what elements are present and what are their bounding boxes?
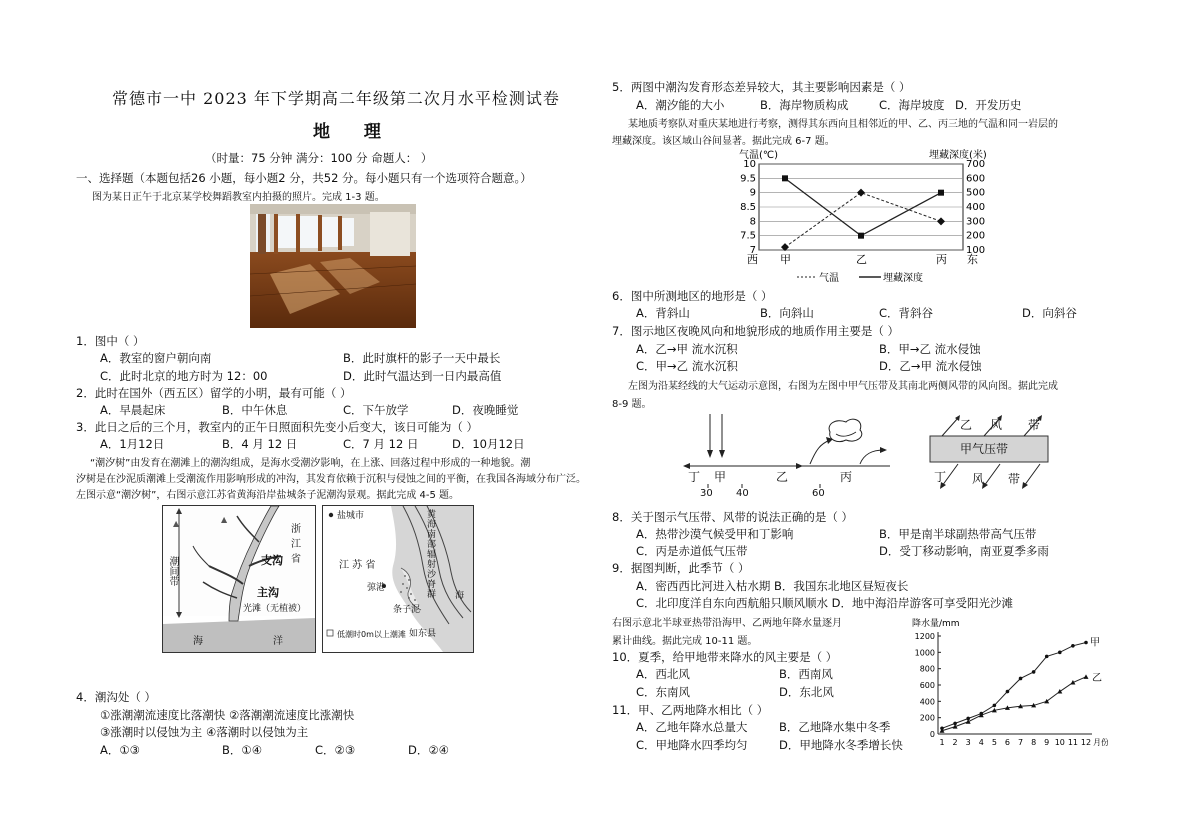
- q8-option-d[interactable]: D．受丁移动影响，南亚夏季多雨: [879, 544, 1049, 558]
- passage-6-7-line1: 某地质考察队对重庆某地进行考察，测得其东西向且相邻近的甲、乙、丙三地的气温和同一岩层的: [628, 119, 1058, 130]
- label-sand-ridges: 黄海南部辐射沙脊群: [427, 510, 437, 600]
- q1-option-d[interactable]: D．此时气温达到一日内最高值: [343, 369, 502, 383]
- rain-x-tick-label: 1: [939, 738, 945, 747]
- left-tick-label: 7: [749, 245, 756, 256]
- label-tiaozini: 条子泥: [393, 605, 421, 615]
- belt-bottom-3: 带: [1008, 472, 1021, 486]
- q7-option-c[interactable]: C．甲→乙 流水沉积: [636, 359, 738, 373]
- q11-option-c[interactable]: C．甲地降水四季均匀: [636, 738, 748, 752]
- label-intertidal-zone: 潮间带: [167, 556, 178, 586]
- label-sea-right: 海: [455, 591, 465, 601]
- rain-y-tick-label: 400: [919, 697, 935, 707]
- label-prov1: 浙: [291, 524, 301, 535]
- q11-option-d[interactable]: D．甲地降水冬季增长快: [779, 738, 903, 752]
- q1-option-b[interactable]: B．此时旗杆的影子一天中最长: [343, 351, 501, 365]
- left-tick-label: 8.5: [740, 202, 756, 213]
- left-tick-label: 8: [749, 216, 756, 228]
- rain-y-tick-label: 0: [929, 730, 935, 739]
- q8-option-c[interactable]: C．丙是赤道低气压带: [636, 544, 748, 558]
- rain-series-jia: [942, 643, 1086, 729]
- rain-label-jia: 甲: [1090, 637, 1100, 649]
- rain-x-tick-label: 12: [1080, 738, 1092, 747]
- rainfall-cumulative-chart: [908, 616, 1108, 758]
- q10-option-a[interactable]: A．西北风: [636, 667, 690, 681]
- x-category-label: 乙: [856, 253, 867, 266]
- right-tick-label: 200: [966, 230, 986, 242]
- q7-option-d[interactable]: D．乙→甲 流水侵蚀: [879, 359, 982, 373]
- left-tick-label: 7.5: [740, 230, 756, 242]
- belt-bottom-2: 风: [972, 472, 985, 486]
- subject-title: 地 理: [313, 122, 395, 142]
- q1-option-a[interactable]: A．教室的窗户朝向南: [100, 351, 212, 365]
- label-prov3: 省: [291, 554, 301, 565]
- circ-bing: 丙: [840, 470, 853, 484]
- q6-option-b[interactable]: B．向斜山: [760, 306, 814, 320]
- rain-x-tick-label: 6: [1004, 738, 1011, 747]
- passage-4-5-line1: “潮汐树”由发育在潮滩上的潮沟组成，是海水受潮汐影响，在上涨、回落过程中形成的一种地貌。潮: [90, 458, 531, 469]
- belt-top-3: 带: [1028, 418, 1041, 432]
- legend-depth-label: 埋藏深度: [883, 273, 923, 284]
- rain-y-axis-title: 降水量/mm: [912, 619, 960, 629]
- svg-text:▲: ▲: [173, 519, 180, 528]
- svg-text:▲: ▲: [221, 515, 228, 524]
- passage-4-5-line2: 汐树是在沙泥质潮滩上受潮流作用影响形成的冲沟，其发育依赖于沉积与侵蚀之间的平衡，在我国各海域分布广泛。: [76, 474, 586, 485]
- label-bare-flat: 光滩（无植被）: [243, 604, 307, 614]
- classroom-photo: [250, 204, 416, 328]
- q3-option-a[interactable]: A．1月12日: [100, 437, 165, 451]
- exam-meta: （时量：75 分钟 满分：100 分 命题人： ）: [205, 151, 433, 165]
- right-tick-label: 100: [966, 245, 986, 256]
- label-yancheng: 盐城市: [337, 511, 365, 521]
- q5-option-a[interactable]: A．潮汐能的大小: [636, 98, 725, 112]
- circ-yi: 乙: [776, 470, 789, 484]
- rain-point-yi: [1084, 674, 1089, 679]
- rain-y-tick-label: 1200: [914, 632, 935, 641]
- rain-point-jia: [1071, 644, 1075, 648]
- rain-x-tick-label: 2: [952, 738, 958, 747]
- rain-y-tick-label: 1000: [914, 648, 935, 658]
- belt-label-jia: 甲气压带: [960, 442, 1009, 456]
- q3-option-b[interactable]: B．4 月 12 日: [222, 437, 298, 451]
- passage-6-7-line2: 埋藏深度。该区域山谷间显著。据此完成 6-7 题。: [612, 136, 835, 147]
- q6-option-c[interactable]: C．背斜谷: [879, 306, 934, 320]
- left-tick-label: 9: [749, 187, 756, 199]
- rain-point-jia: [1084, 641, 1088, 645]
- rain-x-tick-label: 9: [1044, 738, 1050, 747]
- q2-option-a[interactable]: A．早晨起床: [100, 403, 166, 417]
- circ-lat-30: 30: [700, 488, 713, 499]
- west-label: 西: [747, 253, 758, 266]
- rain-label-yi: 乙: [1092, 672, 1102, 684]
- q8-option-a[interactable]: A．热带沙漠气候受甲和丁影响: [636, 527, 794, 541]
- pressure-belt-diagram: [928, 410, 1068, 502]
- atmospheric-circulation-diagram: [680, 410, 895, 500]
- rain-x-axis-title: 月份: [1093, 738, 1108, 747]
- q1-stem: 1．图中（ ）: [76, 334, 145, 348]
- right-tick-label: 500: [966, 187, 986, 199]
- circ-lat-40: 40: [736, 488, 749, 499]
- q3-option-c[interactable]: C．7 月 12 日: [343, 437, 419, 451]
- label-prov2: 江: [291, 539, 301, 550]
- q4-option-b[interactable]: B．①④: [222, 743, 263, 757]
- label-sea: 海: [193, 636, 203, 647]
- q6-stem: 6．图中所测地区的地形是（ ）: [612, 289, 773, 303]
- q4-option-c[interactable]: C．②③: [315, 743, 356, 757]
- x-category-label: 甲: [780, 253, 791, 266]
- q3-stem: 3．此日之后的三个月，教室内的正午日照面积先变小后变大，该日可能为（ ）: [76, 420, 478, 434]
- label-rudong: 如东县: [409, 629, 437, 639]
- jiangsu-coast-map: [322, 505, 474, 653]
- passage-8-9-line2: 8-9 题。: [612, 399, 652, 410]
- rain-point-jia: [993, 704, 997, 708]
- depth-point: [782, 175, 788, 181]
- belt-bottom-1: 丁: [934, 470, 947, 484]
- rain-point-yi: [966, 719, 971, 724]
- rain-x-tick-label: 8: [1031, 738, 1037, 747]
- q10-option-d[interactable]: D．东北风: [779, 685, 834, 699]
- circ-ding: 丁: [688, 470, 701, 484]
- right-tick-label: 400: [966, 202, 986, 213]
- right-tick-label: 600: [966, 173, 986, 185]
- q4-statements-2: ③涨潮时以侵蚀为主 ④落潮时以侵蚀为主: [100, 725, 309, 739]
- rain-x-tick-label: 7: [1017, 738, 1024, 747]
- q5-stem: 5．两图中潮沟发育形态差异较大，其主要影响因素是（ ）: [612, 80, 911, 94]
- passage-10-11-line1: 右图示意北半球亚热带沿海甲、乙两地年降水量逐月: [612, 618, 842, 629]
- q7-stem: 7．图示地区夜晚风向和地貌形成的地质作用主要是（ ）: [612, 324, 899, 338]
- q8-option-b[interactable]: B．甲是南半球副热带高气压带: [879, 527, 1037, 541]
- left-tick-label: 10: [743, 159, 756, 170]
- passage-8-9-line1: 左图为沿某经线的大气运动示意图，右图为左图中甲气压带及其南北两侧风带的风向图。据此完成: [628, 381, 1058, 392]
- q4-stem: 4．潮沟处（ ）: [76, 690, 156, 704]
- rain-point-jia: [1045, 655, 1049, 659]
- label-jiangang: 弶港: [367, 583, 386, 593]
- east-label: 东: [967, 253, 978, 266]
- rain-point-jia: [1032, 670, 1036, 674]
- q2-option-c[interactable]: C．下午放学: [343, 403, 409, 417]
- q10-option-c[interactable]: C．东南风: [636, 685, 691, 699]
- q6-option-d[interactable]: D．向斜谷: [1022, 306, 1077, 320]
- depth-point: [858, 233, 864, 239]
- rain-x-tick-label: 11: [1067, 738, 1079, 747]
- legend-temp-label: 气温: [819, 273, 839, 284]
- q11-option-b[interactable]: B．乙地降水集中冬季: [779, 720, 891, 734]
- label-main-channel: 主沟: [257, 586, 279, 599]
- q4-statements-1: ①涨潮潮流速度比落潮快 ②落潮潮流速度比涨潮快: [100, 708, 355, 722]
- q5-option-c[interactable]: C．海岸坡度: [879, 98, 945, 112]
- label-ocean: 洋: [273, 636, 283, 647]
- q11-option-a[interactable]: A．乙地年降水总量大: [636, 720, 748, 734]
- rain-point-jia: [1019, 677, 1023, 681]
- rain-x-tick-label: 10: [1054, 738, 1065, 747]
- q2-stem: 2．此时在国外（西五区）留学的小明，最有可能（ ）: [76, 386, 352, 400]
- q9-options-cd[interactable]: C．北印度洋自东向西航船只顺风顺水 D．地中海沿岸游客可享受阳光沙滩: [636, 596, 1014, 610]
- belt-top-1: 乙: [960, 418, 973, 432]
- left-axis-title: 气温(℃): [739, 150, 779, 161]
- tidal-tree-diagram: [162, 505, 316, 653]
- q8-stem: 8．关于图示气压带、风带的说法正确的是（ ）: [612, 510, 853, 524]
- rain-x-tick-label: 5: [991, 738, 997, 747]
- q5-option-b[interactable]: B．海岸物质构成: [760, 98, 849, 112]
- intro-1-3: 图为某日正午于北京某学校舞蹈教室内拍摄的照片。完成 1-3 题。: [92, 192, 385, 203]
- passage-10-11-line2: 累计曲线。据此完成 10-11 题。: [612, 636, 758, 647]
- circ-lat-60: 60: [812, 488, 825, 499]
- right-axis-title: 埋藏深度(米): [929, 150, 987, 161]
- legend-low-tide-flat: 低潮时0m以上潮滩: [337, 630, 406, 639]
- q4-option-a[interactable]: A．①③: [100, 743, 140, 757]
- q2-option-d[interactable]: D．夜晚睡觉: [452, 403, 519, 417]
- rain-y-tick-label: 200: [919, 713, 935, 723]
- q6-option-a[interactable]: A．背斜山: [636, 306, 690, 320]
- q10-stem: 10．夏季，给甲地带来降水的风主要是（ ）: [612, 650, 838, 664]
- q9-options-ab[interactable]: A．密西西比河进入枯水期 B．我国东北地区昼短夜长: [636, 579, 909, 593]
- q9-stem: 9．据图判断，此季节（ ）: [612, 561, 750, 575]
- section-heading: 一、选择题（本题包括26 小题，每小题2 分，共52 分。每小题只有一个选项符合题意。）: [76, 171, 532, 185]
- passage-4-5-line3: 左图示意“潮汐树”，右图示意江苏省黄海沿岸盐城条子泥潮沟景观。据此完成 4-5 题。: [76, 490, 460, 501]
- exam-title: 常德市一中 2023 年下学期高二年级第二次月水平检测试卷: [112, 89, 560, 108]
- rain-point-yi: [1057, 689, 1062, 694]
- q10-option-b[interactable]: B．西南风: [779, 667, 833, 681]
- rain-x-tick-label: 4: [978, 738, 984, 747]
- depth-point: [938, 190, 944, 196]
- temp-depth-chart: [735, 146, 1000, 286]
- x-category-label: 丙: [936, 253, 947, 266]
- rain-point-jia: [1058, 651, 1062, 655]
- q7-option-b[interactable]: B．甲→乙 流水侵蚀: [879, 342, 981, 356]
- label-branch-channel: 支沟: [261, 554, 283, 567]
- rain-y-tick-label: 600: [919, 681, 935, 690]
- q2-option-b[interactable]: B．中午休息: [222, 403, 288, 417]
- label-jiangsu: 江 苏 省: [339, 560, 376, 571]
- q4-option-d[interactable]: D．②④: [408, 743, 449, 757]
- q7-option-a[interactable]: A．乙→甲 流水沉积: [636, 342, 738, 356]
- rain-x-tick-label: 3: [965, 738, 971, 747]
- right-tick-label: 700: [966, 159, 986, 170]
- q11-stem: 11．甲、乙两地降水相比（ ）: [612, 703, 769, 717]
- left-tick-label: 9.5: [740, 173, 756, 185]
- circ-jia: 甲: [714, 470, 727, 484]
- q1-option-c[interactable]: C．此时北京的地方时为 12：00: [100, 369, 268, 383]
- rain-point-jia: [1006, 690, 1010, 694]
- rain-y-tick-label: 800: [919, 664, 935, 674]
- belt-top-2: 风: [990, 418, 1003, 432]
- q5-option-d[interactable]: D．开发历史: [955, 98, 1022, 112]
- q3-option-d[interactable]: D．10月12日: [452, 437, 525, 451]
- right-tick-label: 300: [966, 216, 986, 228]
